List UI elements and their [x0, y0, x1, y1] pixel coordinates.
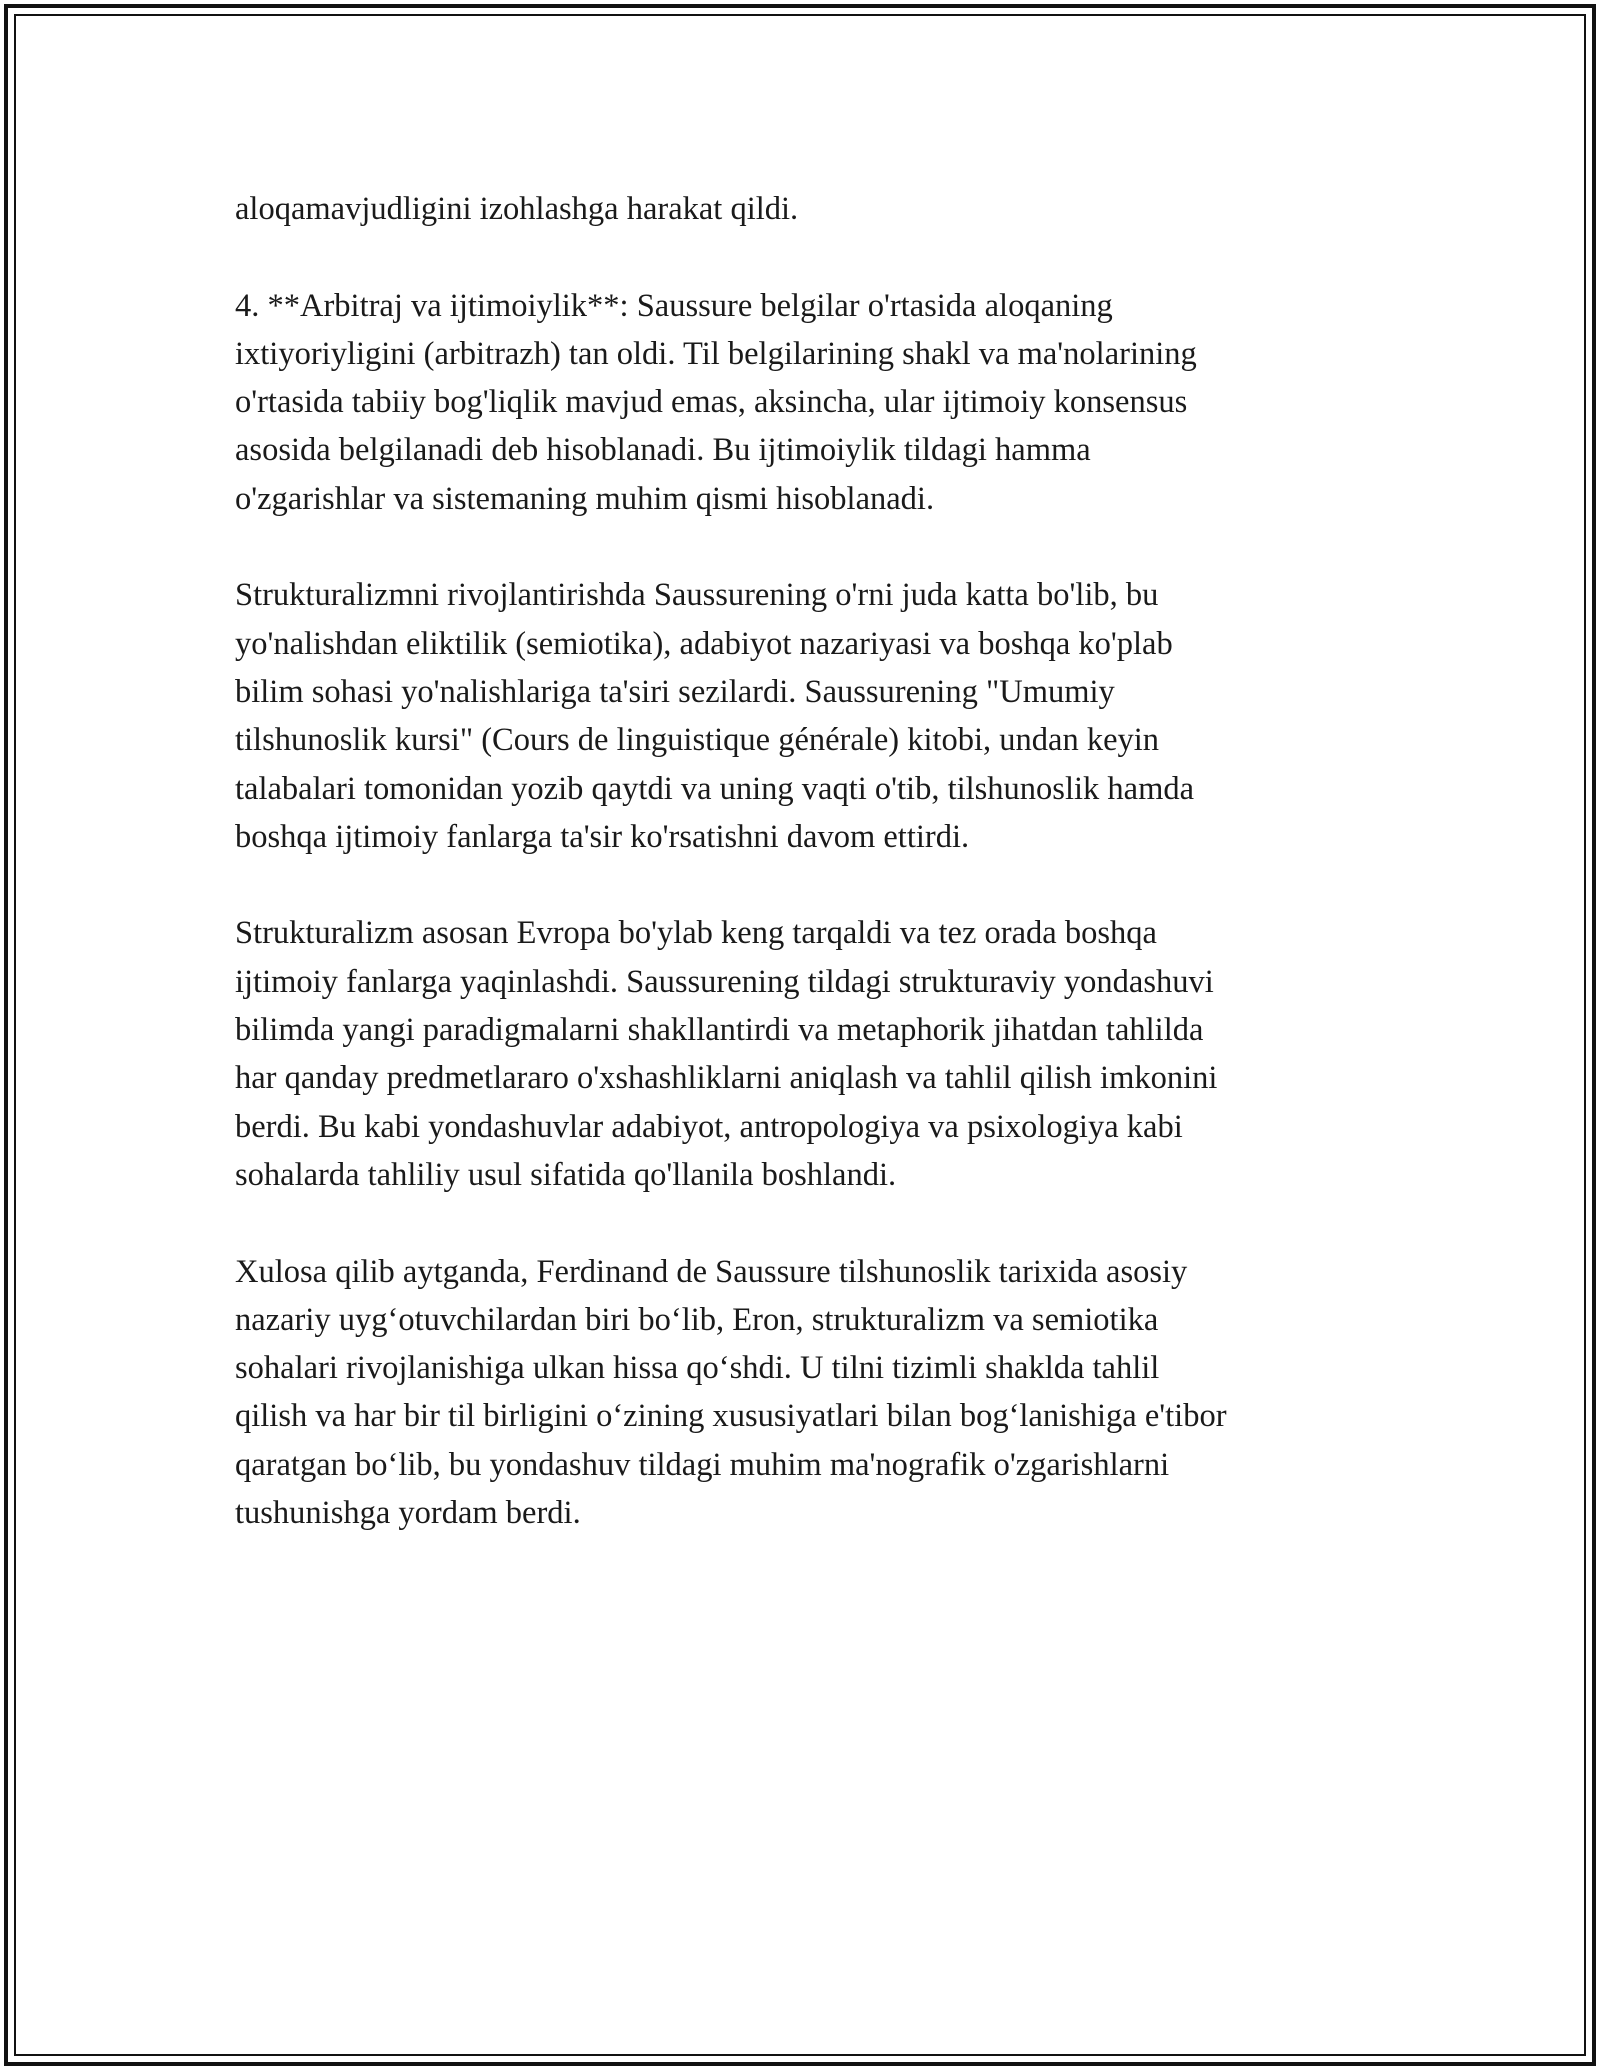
text-line: Strukturalizm asosan Evropa bo'ylab keng tarqaldi va tez orada boshqa: [235, 915, 1157, 952]
paragraph-5: [235, 1248, 1385, 1538]
paragraph-2: [235, 282, 1385, 523]
text-line: bilim sohasi yo'nalishlariga ta'siri sezilardi. Saussurening "Umumiy: [235, 673, 1115, 710]
text-line: boshqa ijtimoiy fanlarga ta'sir ko'rsatishni davom ettirdi.: [235, 818, 970, 855]
text-line: yo'nalishdan eliktilik (semiotika), adabiyot nazariyasi va boshqa ko'plab: [235, 625, 1173, 662]
text-line: nazariy uyg‘otuvchilardan biri bo‘lib, Eron, strukturalizm va semiotika: [235, 1301, 1159, 1338]
paragraph-1: [235, 185, 1385, 233]
text-line: sohalarda tahliliy usul sifatida qo'llanila boshlandi.: [235, 1156, 897, 1193]
text-line: 4. **Arbitraj va ijtimoiylik**: Saussure belgilar o'rtasida aloqaning: [235, 287, 1113, 324]
paragraph-3: [235, 571, 1385, 861]
text-line: qilish va har bir til birligini o‘zining xususiyatlari bilan bog‘lanishiga e'tibor: [235, 1398, 1227, 1435]
text-line: sohalari rivojlanishiga ulkan hissa qo‘shdi. U tilni tizimli shaklda tahlil: [235, 1350, 1160, 1387]
text-line: bilimda yangi paradigmalarni shakllantirdi va metaphorik jihatdan tahlilda: [235, 1012, 1204, 1049]
text-line: tushunishga yordam berdi.: [235, 1495, 581, 1532]
text-line: har qanday predmetlararo o'xshashliklarni aniqlash va tahlil qilish imkonini: [235, 1060, 1218, 1097]
text-line: berdi. Bu kabi yondashuvlar adabiyot, antropologiya va psixologiya kabi: [235, 1108, 1183, 1145]
text-line: o'zgarishlar va sistemaning muhim qismi hisoblanadi.: [235, 480, 935, 517]
text-line: Strukturalizmni rivojlantirishda Saussurening o'rni juda katta bo'lib, bu: [235, 577, 1159, 614]
text-line: asosida belgilanadi deb hisoblanadi. Bu ijtimoiylik tildagi hamma: [235, 432, 1091, 469]
text-line: talabalari tomonidan yozib qaytdi va uning vaqti o'tib, tilshunoslik hamda: [235, 770, 1195, 807]
text-line: ixtiyoriyligini (arbitrazh) tan oldi. Til belgilarining shakl va ma'nolarining: [235, 335, 1197, 372]
text-line: qaratgan bo‘lib, bu yondashuv tildagi muhim ma'nografik o'zgarishlarni: [235, 1446, 1170, 1483]
document-body: [235, 185, 1385, 1586]
text-line: tilshunoslik kursi" (Cours de linguistique générale) kitobi, undan keyin: [235, 722, 1160, 759]
text-line: o'rtasida tabiiy bog'liqlik mavjud emas, aksincha, ular ijtimoiy konsensus: [235, 384, 1188, 421]
text-line: Xulosa qilib aytganda, Ferdinand de Saussure tilshunoslik tarixida asosiy: [235, 1253, 1188, 1290]
text-line: ijtimoiy fanlarga yaqinlashdi. Saussurening tildagi strukturaviy yondashuvi: [235, 963, 1214, 1000]
paragraph-4: [235, 909, 1385, 1199]
text-line: aloqamavjudligini izohlashga harakat qildi.: [235, 191, 799, 227]
